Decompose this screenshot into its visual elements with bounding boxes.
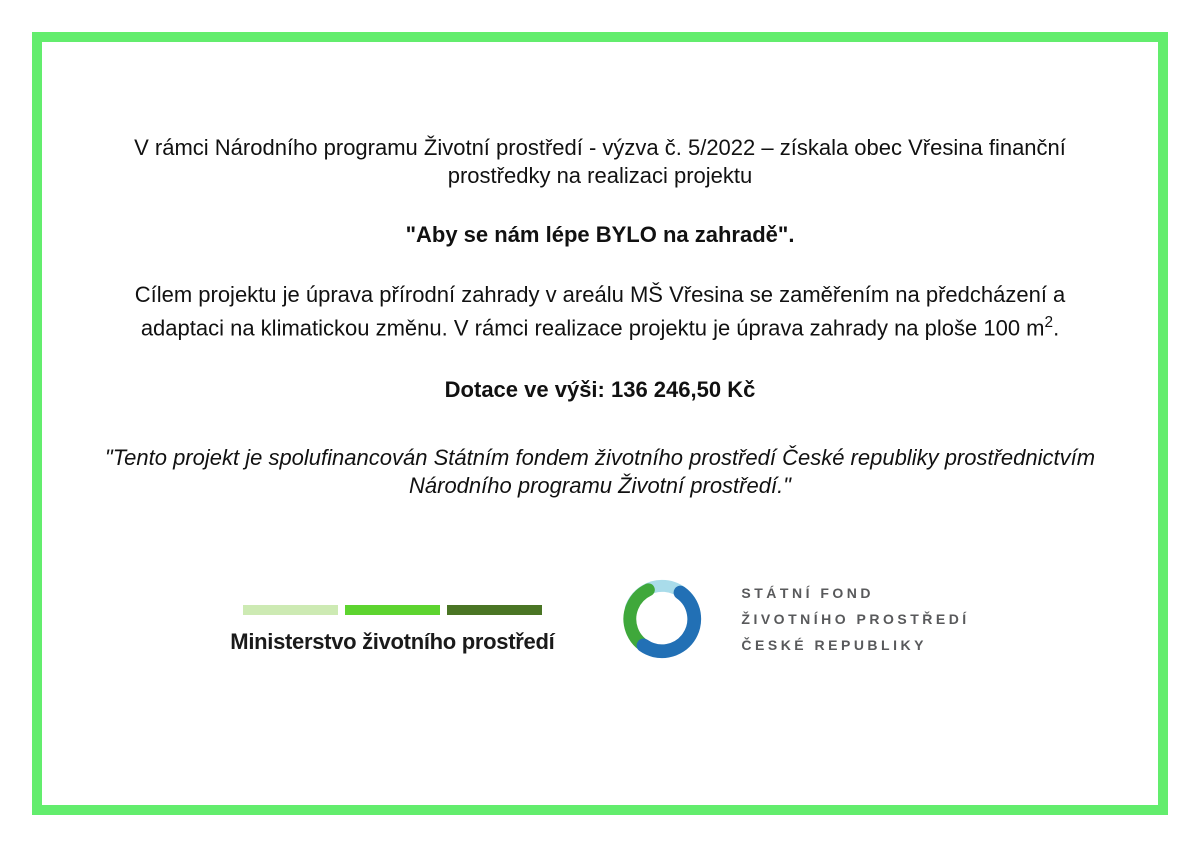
intro-paragraph: V rámci Národního programu Životní prostředí - výzva č. 5/2022 – získala obec Vřesina finanční prostředky na realizaci projektu	[134, 135, 1066, 188]
ministry-bar-light-green	[243, 605, 338, 615]
project-description	[100, 281, 1100, 342]
cofinancing-quote: "Tento projekt je spolufinancován Státním fondem životního prostředí České republiky prostřednictvím Národního programu Životní prostředí."	[104, 445, 1096, 499]
ministry-bar-bright-green	[345, 605, 440, 615]
project-title: "Aby se nám lépe BYLO na zahradě".	[405, 222, 795, 247]
sfzp-logo-text	[741, 580, 969, 658]
sfzp-swirl-blue-arc	[644, 593, 695, 652]
grant-amount: Dotace ve výši: 136 246,50 Kč	[444, 377, 756, 403]
notice-text-column	[100, 42, 1100, 668]
sfzp-text-line-1: STÁTNÍ FOND	[741, 585, 875, 602]
sfzp-swirl-icon	[616, 570, 708, 668]
ministry-logo-bars	[243, 605, 542, 615]
notice-content	[42, 42, 1158, 668]
logo-row	[100, 570, 1100, 668]
sfzp-text-line-2: ŽIVOTNÍHO PROSTŘEDÍ	[741, 611, 970, 628]
square-meter-superscript: 2	[1044, 314, 1054, 331]
ministry-of-environment-logo	[230, 583, 554, 656]
project-description-tail: .	[1053, 315, 1060, 341]
ministry-logo-label: Ministerstvo životního prostředí	[230, 628, 555, 654]
ministry-bar-dark-green	[447, 605, 542, 615]
project-description-text: Cílem projektu je úprava přírodní zahrady v areálu MŠ Vřesina se zaměřením na předcházení a adaptaci na klimatickou změnu. V rámci realizace projektu je úprava zahrady na ploše 100 m	[134, 282, 1066, 341]
state-environmental-fund-logo	[616, 570, 969, 668]
sfzp-text-line-3: ČESKÉ REPUBLIKY	[741, 637, 927, 654]
